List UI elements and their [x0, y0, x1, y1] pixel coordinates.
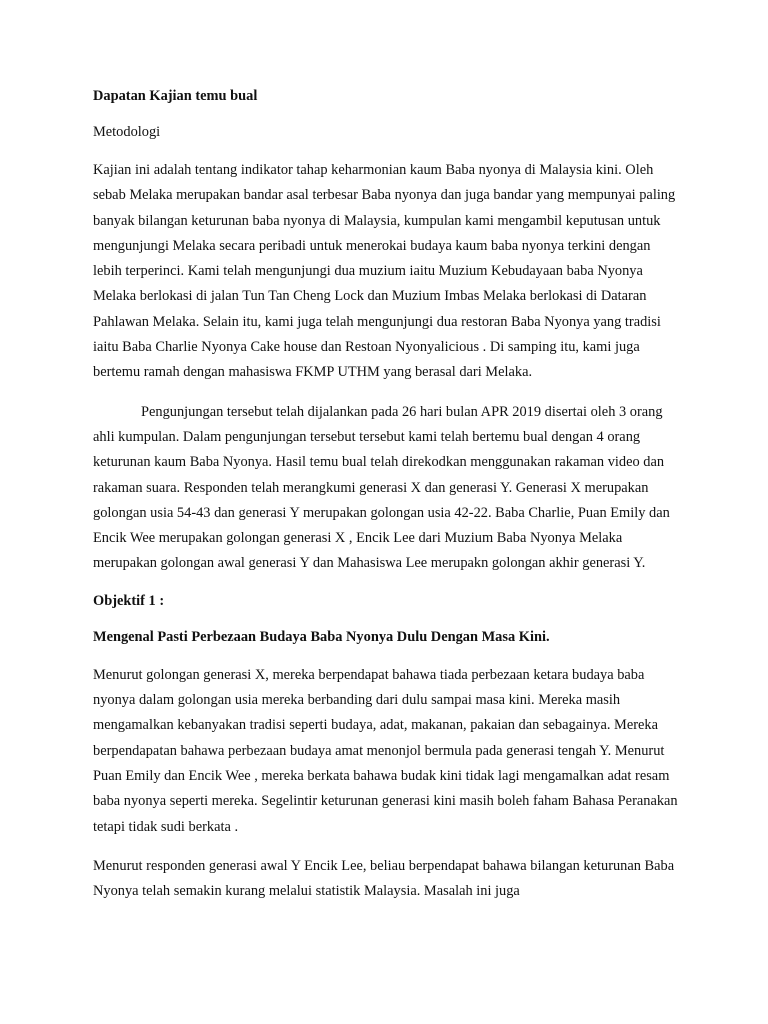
objective-title: Mengenal Pasti Perbezaan Budaya Baba Nyonya Dulu Dengan Masa Kini. [93, 628, 550, 645]
visit-paragraph: Pengunjungan tersebut telah dijalankan pada 26 hari bulan APR 2019 disertai oleh 3 orang ahli kumpulan. Dalam pengunjungan tersebut tersebut kami telah bertemu bual dengan 4 orang keturunan kaum Baba Nyonya. Hasil temu bual telah direkodkan menggunakan rakaman video dan rakaman suara. Responden telah merangkumi generasi X dan generasi Y. Generasi X merupakan golongan usia 54-43 dan generasi Y merupakan golongan usia 42-22. Baba Charlie, Puan Emily dan Encik Wee merupakan golongan generasi X , Encik Lee dari Muzium Baba Nyonya Melaka merupakan golongan awal generasi Y dan Mahasiswa Lee merupakn golongan akhir generasi Y. [93, 403, 670, 572]
methodology-paragraph: Kajian ini adalah tentang indikator tahap keharmonian kaum Baba nyonya di Malaysia kini. Oleh sebab Melaka merupakan bandar asal terbesar Baba nyonya dan juga bandar yang mempunyai paling banyak bilangan keturunan baba nyonya di Malaysia, kumpulan kami mengambil keputusan untuk mengunjungi Melaka secara peribadi untuk menerokai budaya kaum baba nyonya terkini dengan lebih terperinci. Kami telah mengunjungi dua muzium iaitu Muzium Kebudayaan baba Nyonya Melaka berlokasi di jalan Tun Tan Cheng Lock dan Muzium Imbas Melaka berlokasi di Dataran Pahlawan Melaka. Selain itu, kami juga telah mengunjungi dua restoran Baba Nyonya yang tradisi iaitu Baba Charlie Nyonya Cake house dan Restoan Nyonyalicious . Di samping itu, kami juga bertemu ramah dengan mahasiswa FKMP UTHM yang berasal dari Melaka. [93, 162, 676, 381]
generation-x-paragraph: Menurut golongan generasi X, mereka berpendapat bahawa tiada perbezaan ketara budaya baba nyonya dalam golongan usia mereka berbanding dari dulu sampai masa kini. Mereka masih mengamalkan kebanyakan tradisi seperti budaya, adat, makanan, pakaian dan sebagainya. Mereka berpendapatan bahawa perbezaan budaya amat menonjol bermula pada generasi tengah Y. Menurut Puan Emily dan Encik Wee , mereka berkata bahawa budak kini tidak lagi mengamalkan adat resam baba nyonya seperti mereka. Segelintir keturunan generasi kini masih boleh faham Bahasa Peranakan tetapi tidak sudi berkata . [93, 666, 678, 835]
document-title: Dapatan Kajian temu bual [93, 88, 258, 104]
document-body [93, 86, 678, 918]
section-label: Metodologi [93, 124, 161, 140]
objective-label: Objektif 1 : [93, 592, 165, 609]
generation-y-paragraph: Menurut responden generasi awal Y Encik Lee, beliau berpendapat bahawa bilangan keturunan Baba Nyonya telah semakin kurang melalui statistik Malaysia. Masalah ini juga [93, 857, 675, 900]
